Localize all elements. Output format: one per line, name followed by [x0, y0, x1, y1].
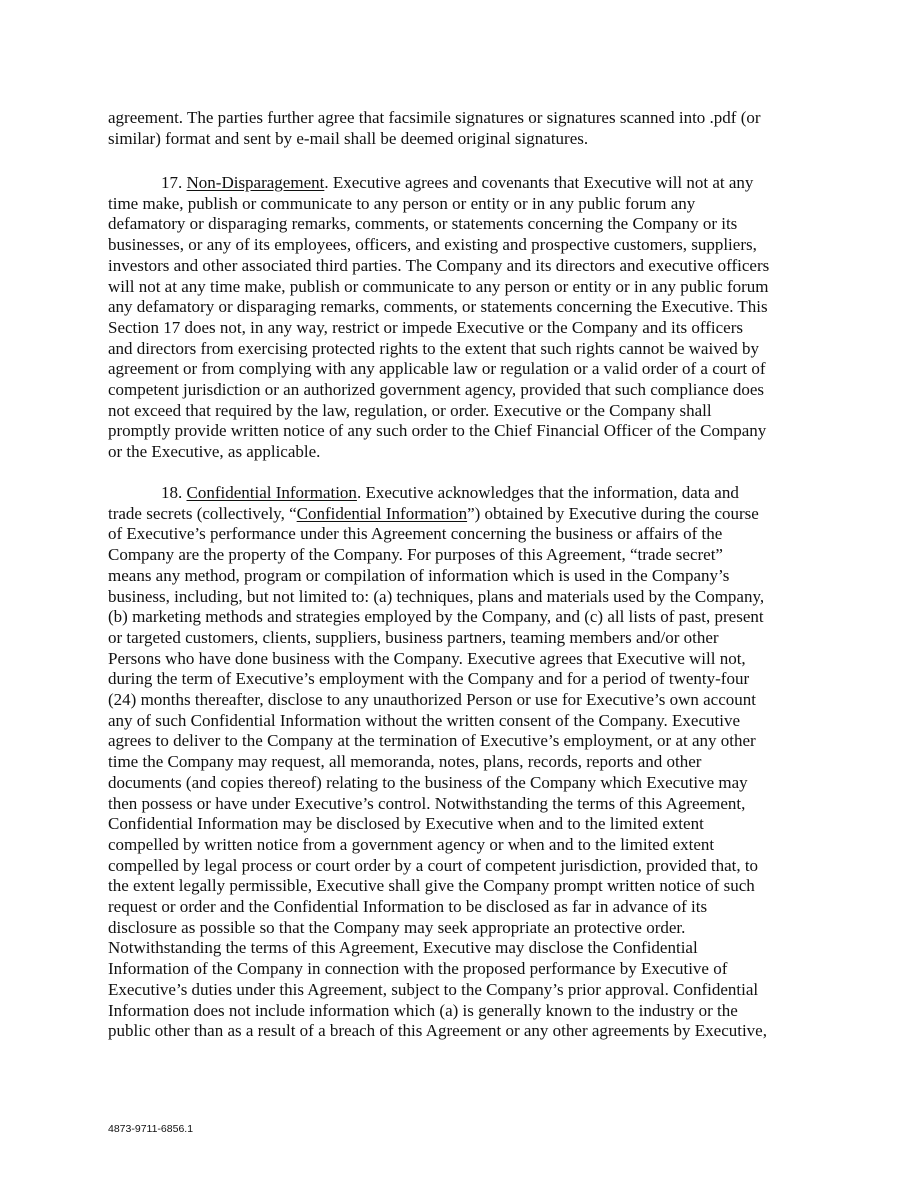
- section-18-line: documents (and copies thereof) relating to the business of the Company which Executive may: [108, 772, 748, 792]
- section-18-second-line-post: ”) obtained by Executive during the course: [467, 503, 759, 523]
- section-17-line: and directors from exercising protected rights to the extent that such rights cannot be waived by: [108, 338, 759, 358]
- section-18-line: means any method, program or compilation of information which is used in the Company’s: [108, 565, 730, 585]
- section-17-first-line-text: . Executive agrees and covenants that Executive will not at any: [324, 173, 754, 192]
- section-17-line: agreement or from complying with any applicable law or regulation or a valid order of a court of: [108, 359, 766, 379]
- section-18-second-line-pre: trade secrets (collectively, “: [108, 503, 297, 523]
- section-18-line: Information of the Company in connection with the proposed performance by Executive of: [108, 959, 728, 979]
- section-17-line: defamatory or disparaging remarks, comments, or statements concerning the Company or its: [108, 214, 738, 234]
- section-18-line: then possess or have under Executive’s control. Notwithstanding the terms of this Agreement,: [108, 793, 746, 813]
- section-18-line: the extent legally permissible, Executive shall give the Company prompt written notice of such: [108, 876, 755, 896]
- section-18-line: Executive’s duties under this Agreement, subject to the Company’s prior approval. Confidential: [108, 979, 759, 999]
- section-17-line: time make, publish or communicate to any person or entity or in any public forum any: [108, 193, 696, 213]
- intro-line: agreement. The parties further agree that facsimile signatures or signatures scanned into .pdf (or: [108, 108, 761, 127]
- section-18-line: Company are the property of the Company. For purposes of this Agreement, “trade secret”: [108, 545, 723, 565]
- section-17-first-line: [161, 173, 753, 194]
- section-18-line: public other than as a result of a breach of this Agreement or any other agreements by Executive,: [108, 1021, 767, 1041]
- intro-line: similar) format and sent by e-mail shall be deemed original signatures.: [108, 129, 589, 148]
- section-17-heading: Non-Disparagement: [186, 173, 325, 192]
- section-17-line: investors and other associated third parties. The Company and its directors and executive officers: [108, 255, 770, 275]
- section-18-heading: Confidential Information: [186, 483, 357, 502]
- section-17-line: Section 17 does not, in any way, restrict or impede Executive or the Company and its officers: [108, 317, 743, 337]
- section-18-line: compelled by written notice from a government agency or when and to the limited extent: [108, 834, 715, 854]
- section-18-line: of Executive’s performance under this Agreement concerning the business or affairs of the: [108, 524, 723, 544]
- section-18-line: (24) months thereafter, disclose to any unauthorized Person or use for Executive’s own account: [108, 690, 756, 709]
- section-18-line: request or order and the Confidential Information to be disclosed as far in advance of its: [108, 897, 708, 916]
- section-17-line: not exceed that required by the law, regulation, or order. Executive or the Company shall: [108, 400, 712, 420]
- section-18-line: business, including, but not limited to: (a) techniques, plans and materials used by the Company,: [108, 586, 765, 606]
- defined-term: Confidential Information: [296, 503, 468, 523]
- section-18-line: Notwithstanding the terms of this Agreement, Executive may disclose the Confidential: [108, 938, 698, 958]
- section-18-line: during the term of Executive’s employment with the Company and for a period of twenty-four: [108, 669, 750, 689]
- section-18-line: any of such Confidential Information without the written consent of the Company. Executive: [108, 710, 740, 730]
- section-17-number: 17.: [161, 173, 183, 192]
- section-18-line: agrees to deliver to the Company at the termination of Executive’s employment, or at any other: [108, 731, 756, 751]
- section-18-first-line-text: . Executive acknowledges that the information, data and: [356, 483, 739, 502]
- section-18-second-line: [108, 504, 759, 525]
- section-17-line: promptly provide written notice of any such order to the Chief Financial Officer of the Company: [108, 421, 767, 441]
- section-18-first-line: [161, 483, 739, 504]
- document-id-footer: 4873-9711-6856.1: [108, 1123, 194, 1135]
- section-17-line: any defamatory or disparaging remarks, comments, or statements concerning the Executive. This: [108, 297, 768, 317]
- section-18-line: (b) marketing methods and strategies employed by the Company, and (c) all lists of past, present: [108, 607, 764, 627]
- section-18-number: 18.: [161, 483, 183, 502]
- section-18-line: Confidential Information may be disclosed by Executive when and to the limited extent: [108, 814, 704, 834]
- section-18-line: Persons who have done business with the Company. Executive agrees that Executive will not,: [108, 648, 746, 668]
- section-17-line: businesses, or any of its employees, officers, and existing and prospective customers, suppliers,: [108, 235, 757, 255]
- section-18-line: or targeted customers, clients, suppliers, business partners, teaming members and/or other: [108, 627, 719, 647]
- section-17-line: will not at any time make, publish or communicate to any person or entity or in any public forum: [108, 276, 769, 296]
- section-18-line: disclosure as possible so that the Company may seek appropriate an protective order.: [108, 917, 686, 937]
- section-18-line: Information does not include information which (a) is generally known to the industry or the: [108, 1000, 738, 1020]
- section-17-line: competent jurisdiction or an authorized government agency, provided that such compliance does: [108, 380, 765, 399]
- section-17-line: or the Executive, as applicable.: [108, 442, 321, 462]
- section-18-line: time the Company may request, all memoranda, notes, plans, records, reports and other: [108, 752, 702, 772]
- section-18-line: compelled by legal process or court order by a court of competent jurisdiction, provided that, to: [108, 855, 759, 875]
